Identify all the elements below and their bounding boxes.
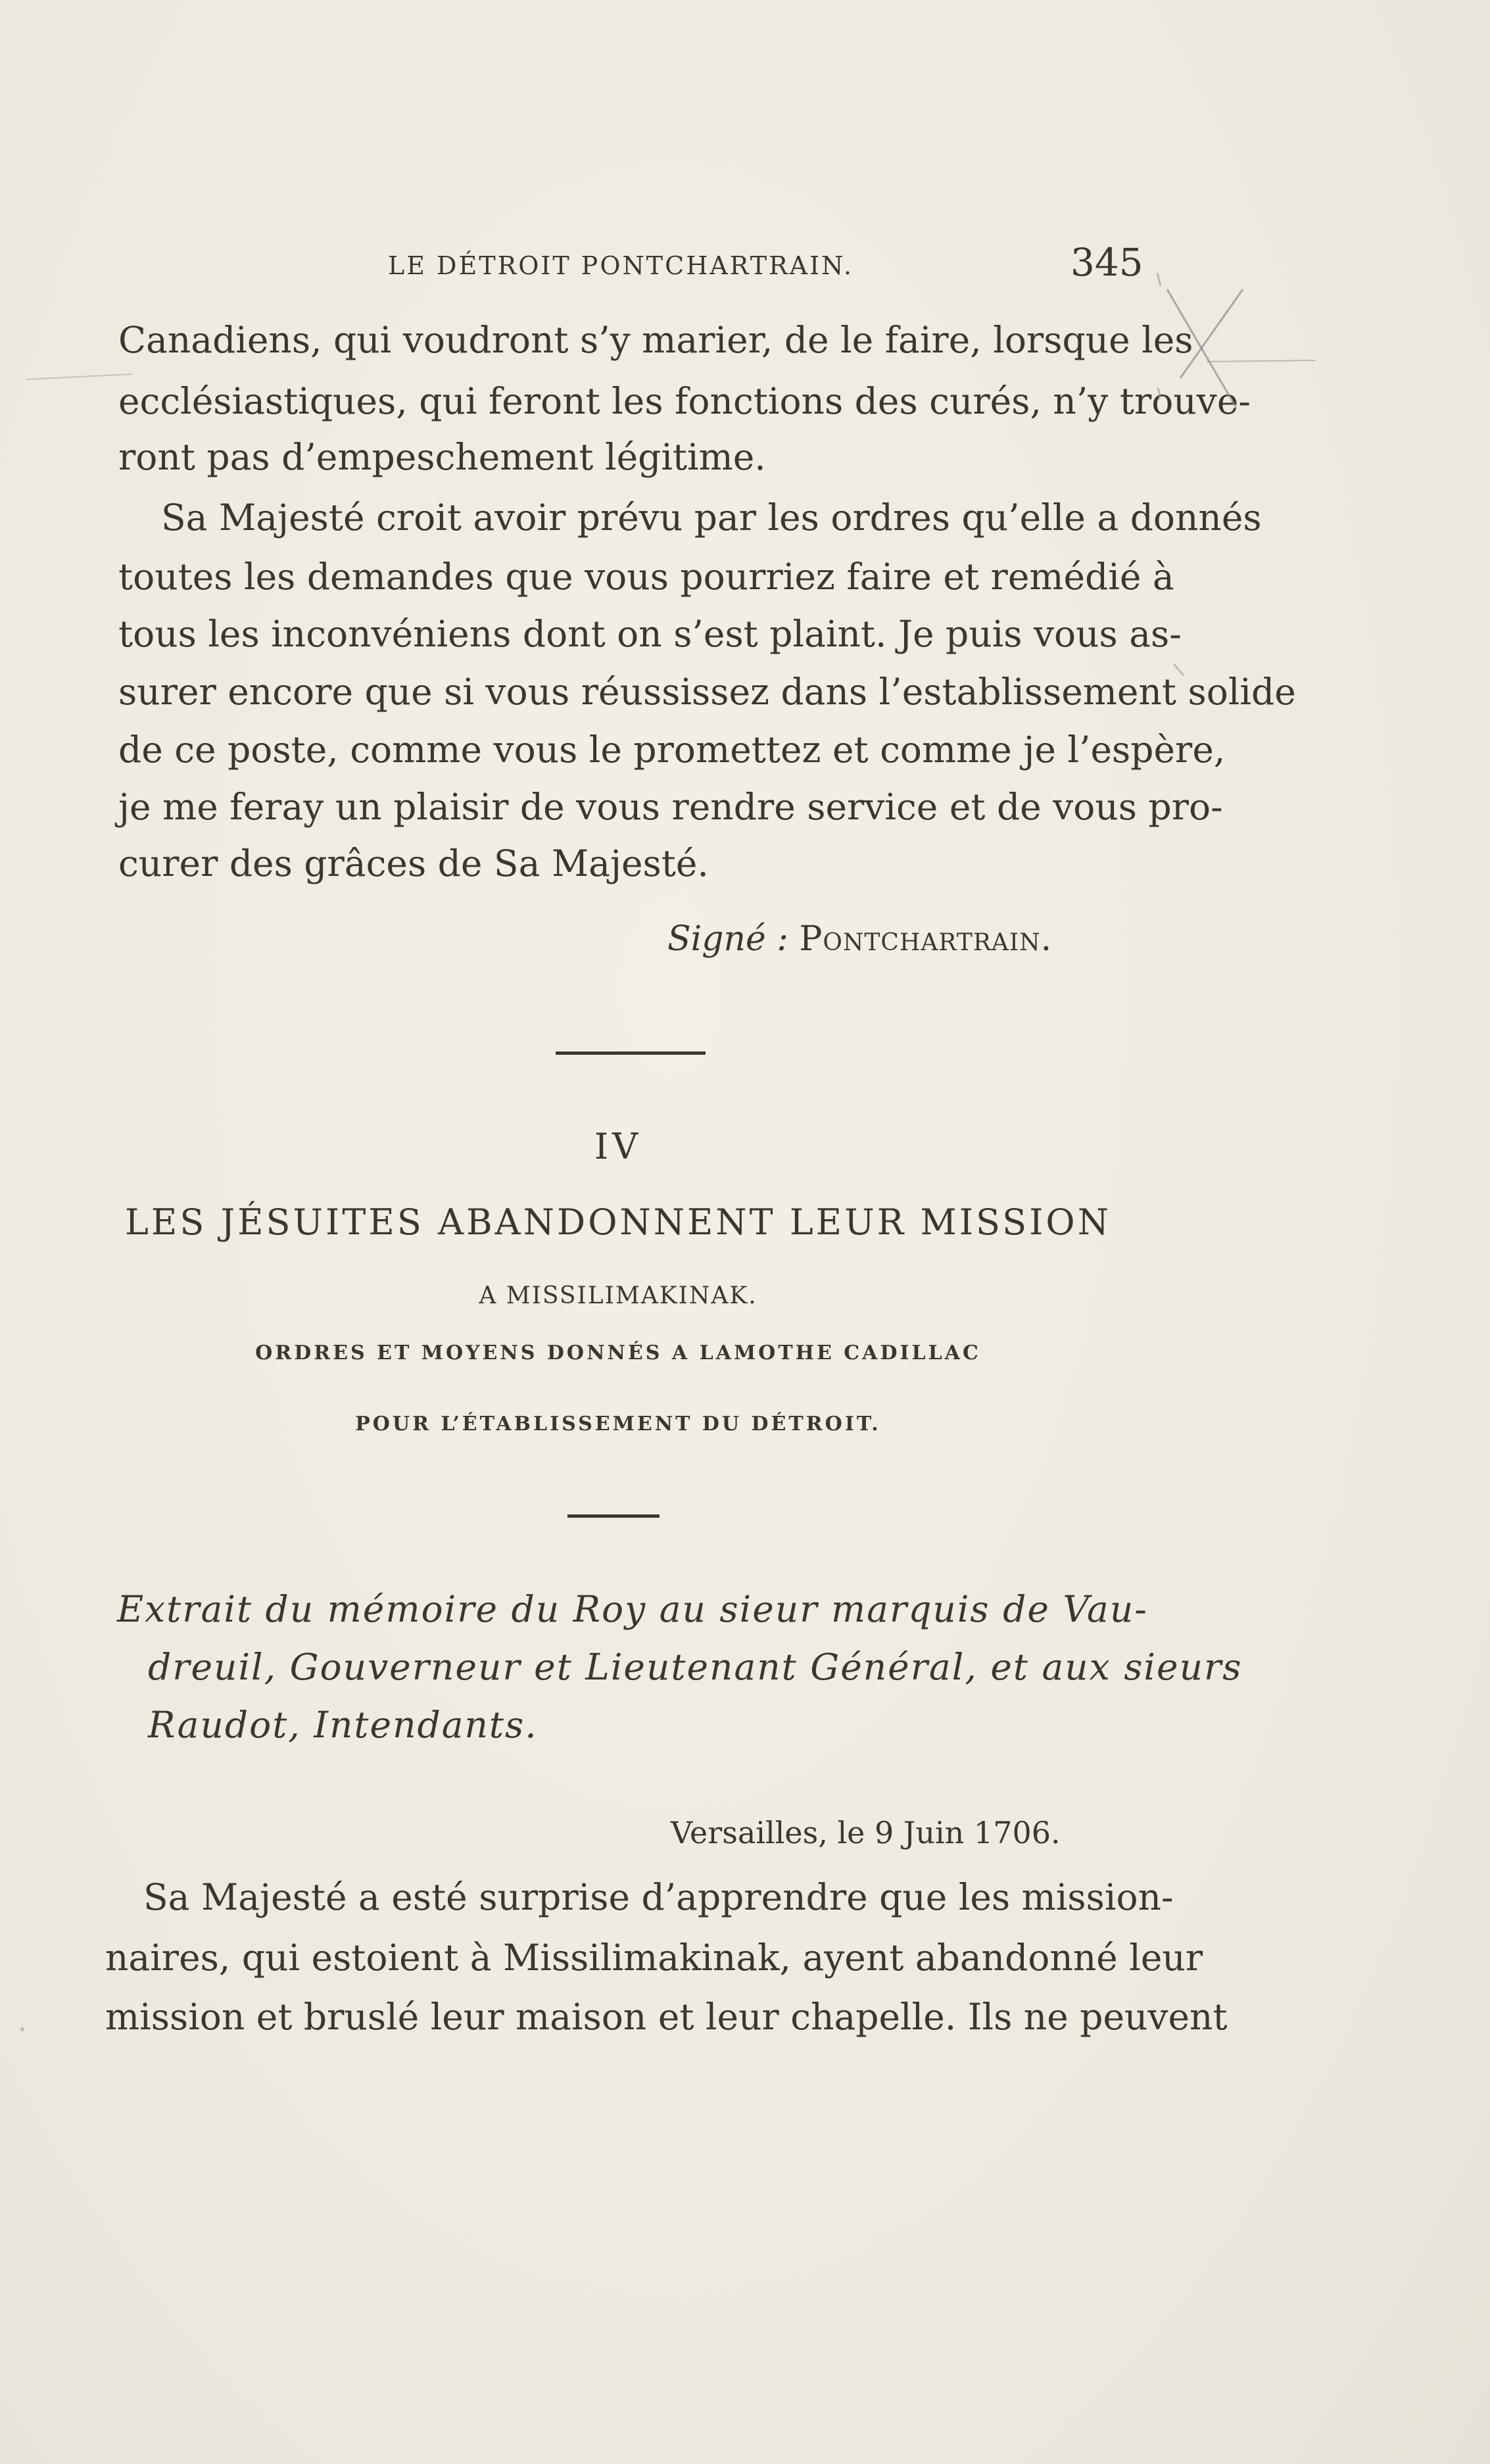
heading-divider xyxy=(567,1514,660,1518)
section-divider xyxy=(556,1051,706,1055)
letter-line: tous les inconvéniens dont on s’est plaint. Je puis vous as- xyxy=(118,613,1182,655)
letter-line: surer encore que si vous réussissez dans l’establissement solide xyxy=(118,671,1296,713)
pencil-tick xyxy=(1170,661,1190,681)
section-subtitle: ORDRES ET MOYENS DONNÉS A LAMOTHE CADILLAC xyxy=(255,1341,981,1365)
section-number: IV xyxy=(594,1126,642,1167)
body-line: naires, qui estoient à Missilimakinak, ayent abandonné leur xyxy=(105,1937,1203,1979)
letter-line: Canadiens, qui voudront s’y marier, de le faire, lorsque les xyxy=(118,319,1193,361)
section-title: LES JÉSUITES ABANDONNENT LEUR MISSION xyxy=(125,1201,1111,1243)
letter-line: de ce poste, comme vous le promettez et comme je l’espère, xyxy=(118,729,1226,771)
signed-name: Pontchartrain. xyxy=(799,919,1053,959)
extract-line: dreuil, Gouverneur et Lieutenant Général, et aux sieurs xyxy=(148,1646,1243,1688)
letter-line: je me feray un plaisir de vous rendre service et de vous pro- xyxy=(118,786,1223,828)
signature xyxy=(667,919,1052,959)
extract-line: Raudot, Intendants. xyxy=(148,1704,538,1746)
letter-line: curer des grâces de Sa Majesté. xyxy=(118,842,709,884)
letter-line: ront pas d’empeschement légitime. xyxy=(118,436,766,478)
letter-line: toutes les demandes que vous pourriez faire et remédié à xyxy=(118,556,1174,598)
pencil-cross-mark xyxy=(1118,263,1335,434)
extract-line: Extrait du mémoire du Roy au sieur marquis de Vau- xyxy=(117,1588,1148,1630)
letter-line: Sa Majesté croit avoir prévu par les ordres qu’elle a donnés xyxy=(161,496,1262,539)
section-subtitle: A MISSILIMAKINAK. xyxy=(479,1282,757,1309)
signed-label: Signé : xyxy=(667,919,788,959)
body-line: mission et bruslé leur maison et leur chapelle. Ils ne peuvent xyxy=(105,1996,1228,2038)
pencil-dot xyxy=(13,2019,33,2039)
section-subtitle: POUR L’ÉTABLISSEMENT DU DÉTROIT. xyxy=(355,1413,881,1436)
page-number: 345 xyxy=(1070,240,1143,285)
pencil-stroke xyxy=(26,365,132,391)
running-head-title: LE DÉTROIT PONTCHARTRAIN. xyxy=(388,251,854,280)
letter-line: ecclésiastiques, qui feront les fonctions des curés, n’y trouve- xyxy=(118,380,1251,422)
body-line: Sa Majesté a esté surprise d’apprendre que les mission- xyxy=(143,1876,1174,1918)
dateline: Versailles, le 9 Juin 1706. xyxy=(671,1815,1061,1850)
